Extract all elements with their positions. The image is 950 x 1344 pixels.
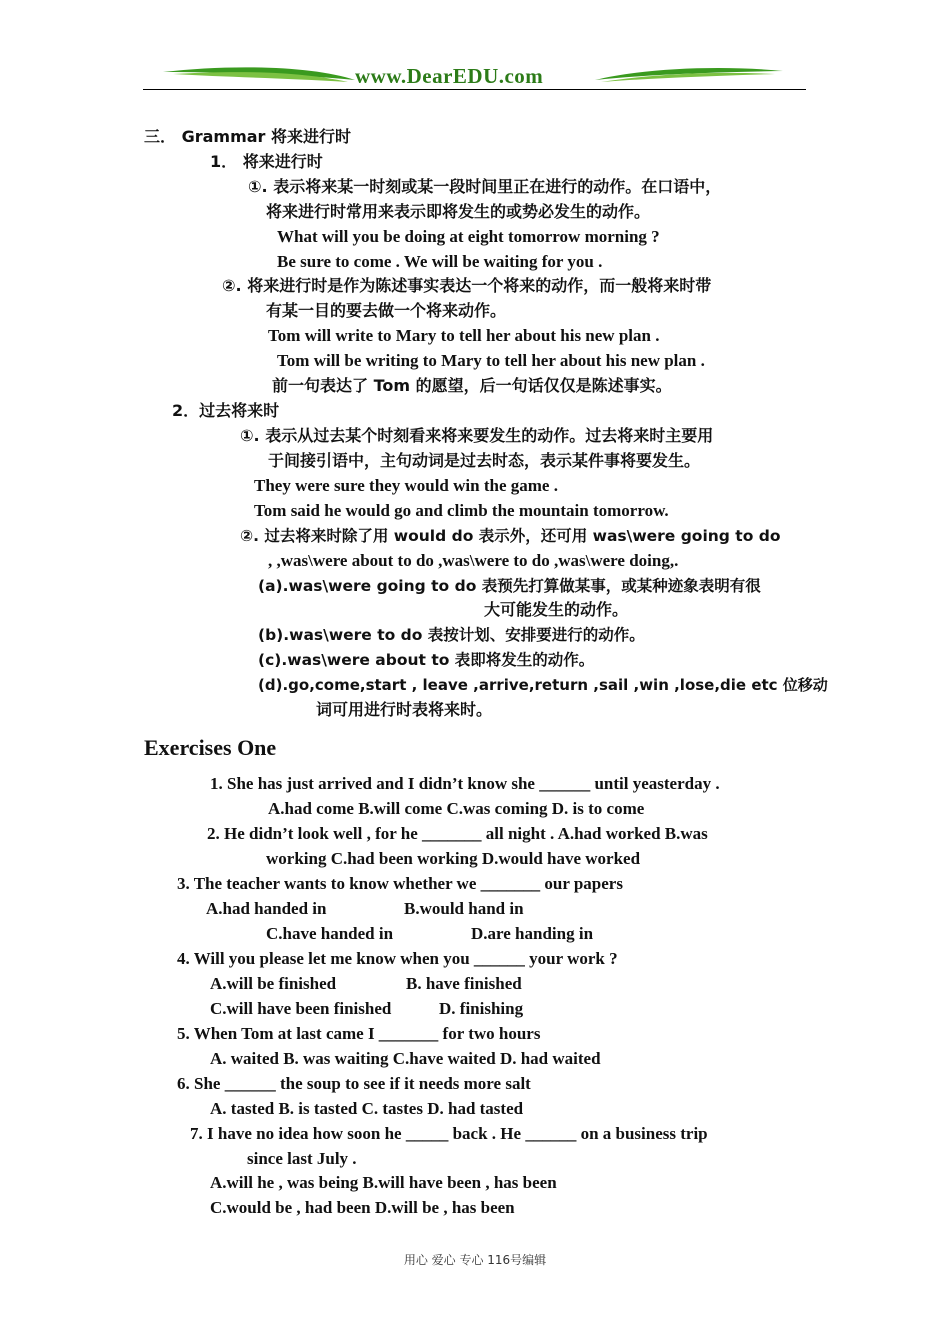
s2-usage-a-line1: (a).was\were going to do 表预先打算做某事，或某种迹象表明有很 (258, 577, 761, 595)
s1-note: 前一句表达了 Tom 的愿望，后一句话仅仅是陈述事实。 (272, 376, 672, 395)
s1-point1-line1: ①. 表示将来某一时刻或某一段时间里正在进行的动作。在口语中， (248, 177, 722, 196)
question-6-options: A. tasted B. is tasted C. tastes D. had tasted (210, 1099, 524, 1118)
s1-point1-line2: 将来进行时常用来表示即将发生的或势必发生的动作。 (266, 202, 651, 221)
question-7-line2: since last July . (247, 1149, 357, 1168)
question-5: 5. When Tom at last came I _______ for two hours (177, 1024, 541, 1043)
question-4-option-c: C.will have been finished (210, 999, 392, 1018)
s2-point1-line1: ①. 表示从过去某个时刻看来将来要发生的动作。过去将来时主要用 (240, 426, 714, 445)
s2-usage-b: (b).was\were to do 表按计划、安排要进行的动作。 (258, 626, 645, 644)
s1-example-1: What will you be doing at eight tomorrow morning ? (277, 227, 660, 246)
question-3-option-d: D.are handing in (471, 924, 594, 943)
question-4-option-a: A.will be finished (210, 974, 337, 993)
subsection-2-title: 2．过去将来时 (172, 401, 280, 420)
subsection-1-title: 1． 将来进行时 (210, 152, 323, 171)
question-3: 3. The teacher wants to know whether we _______ our papers (177, 874, 623, 893)
question-5-options: A. waited B. was waiting C.have waited D. had waited (210, 1049, 601, 1068)
question-7-options-ab: A.will he , was being B.will have been , has been (210, 1173, 557, 1192)
s2-point2-line2: , ,was\were about to do ,was\were to do ,was\were doing,. (268, 551, 679, 570)
question-6: 6. She ______ the soup to see if it needs more salt (177, 1074, 531, 1093)
s1-point2-line1: ②. 将来进行时是作为陈述事实表达一个将来的动作，而一般将来时带 (222, 276, 712, 295)
question-2-line2: working C.had been working D.would have worked (266, 849, 641, 868)
s2-usage-d-line1: (d).go,come,start , leave ,arrive,return ,sail ,win ,lose,die etc 位移动 (258, 676, 828, 694)
question-4-option-b: B. have finished (406, 974, 522, 993)
question-3-option-b: B.would hand in (404, 899, 524, 918)
s2-point2-line1: ②. 过去将来时除了用 would do 表示外，还可用 was\were going to do (240, 527, 781, 545)
question-7-line1: 7. I have no idea how soon he _____ back . He ______ on a business trip (190, 1124, 708, 1143)
s1-example-2: Be sure to come . We will be waiting for you . (277, 252, 603, 271)
s2-usage-d-line2: 词可用进行时表将来时。 (316, 700, 493, 719)
section-heading: 三． Grammar 将来进行时 (144, 127, 351, 146)
question-1-options: A.had come B.will come C.was coming D. is to come (268, 799, 645, 818)
question-2-line1: 2. He didn’t look well , for he _______ all night . A.had worked B.was (207, 824, 708, 843)
s2-usage-a-line2: 大可能发生的动作。 (484, 600, 629, 619)
exercises-title: Exercises One (144, 735, 277, 760)
header-rule (143, 89, 806, 90)
question-3-option-a: A.had handed in (206, 899, 327, 918)
question-3-option-c: C.have handed in (266, 924, 394, 943)
question-7-options-cd: C.would be , had been D.will be , has been (210, 1198, 515, 1217)
s2-example-2: Tom said he would go and climb the mountain tomorrow. (254, 501, 669, 520)
s2-usage-c: (c).was\were about to 表即将发生的动作。 (258, 651, 595, 669)
site-logo-text: www.DearEDU.com (355, 64, 544, 88)
question-4: 4. Will you please let me know when you ______ your work ? (177, 949, 618, 968)
s1-point2-line2: 有某一目的要去做一个将来动作。 (266, 301, 507, 320)
s2-example-1: They were sure they would win the game . (254, 476, 558, 495)
s1-example-4: Tom will be writing to Mary to tell her about his new plan . (277, 351, 705, 370)
question-1: 1. She has just arrived and I didn’t know she ______ until yeasterday . (210, 774, 720, 793)
s2-point1-line2: 于间接引语中，主句动词是过去时态，表示某件事将要发生。 (268, 451, 701, 470)
question-4-option-d: D. finishing (439, 999, 524, 1018)
s1-example-3: Tom will write to Mary to tell her about his new plan . (268, 326, 660, 345)
page-footer: 用心 爱心 专心 116号编辑 (403, 1253, 547, 1267)
